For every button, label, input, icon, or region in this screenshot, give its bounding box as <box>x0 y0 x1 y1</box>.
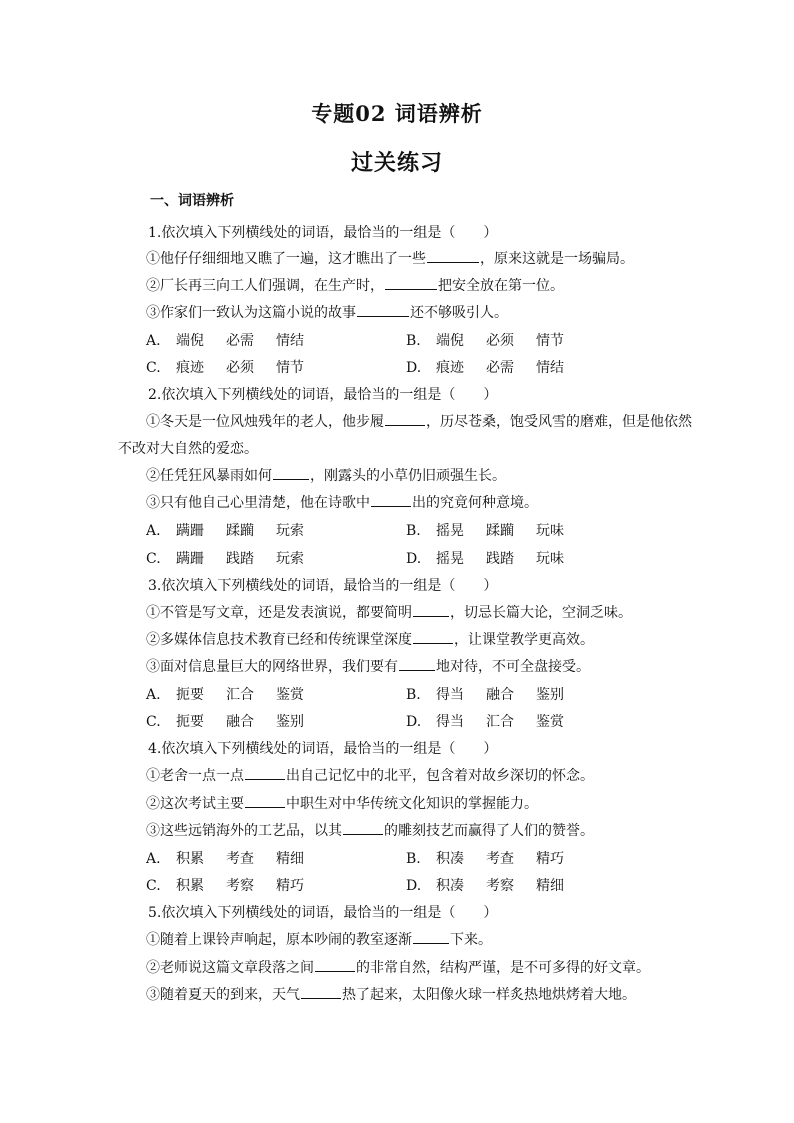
q2-sentence-1-cont: 不改对大自然的爱恋。 <box>118 441 258 457</box>
q2-option-d: D. 摇晃 践踏 玩味 <box>406 551 564 567</box>
blank <box>357 302 409 317</box>
question-5-stem: 5.依次填入下列横线处的词语，最恰当的一组是（ ） <box>148 905 498 921</box>
q2-sentence-3: ③只有他自己心里清楚，他在诗歌中 出的究竟何种意境。 <box>146 492 538 512</box>
q3-sentence-3: ③面对信息量巨大的网络世界，我们要有 地对待，不可全盘接受。 <box>146 656 590 676</box>
blank <box>301 984 341 999</box>
page-title: 专题02 词语辨析 <box>311 101 483 126</box>
q1-sentence-1: ①他仔仔细细地又瞧了一遍，这才瞧出了一些 ，原来这就是一场骗局。 <box>146 248 634 268</box>
blank <box>273 465 309 480</box>
q4-sentence-3: ③这些远销海外的工艺品，以其 的雕刻技艺而赢得了人们的赞誉。 <box>146 820 594 840</box>
q5-sentence-1: ①随着上课铃声响起，原本吵闹的教室逐渐 下来。 <box>146 929 492 949</box>
q1-option-c: C. 痕迹 必须 情节 <box>146 360 304 376</box>
page-subtitle: 过关练习 <box>350 150 443 176</box>
blank <box>315 957 355 972</box>
blank <box>385 275 437 290</box>
q2-sentence-1: ①冬天是一位风烛残年的老人，他步履 ，历尽苍桑，饱受风雪的磨难，但是他依然 <box>146 411 692 431</box>
blank <box>413 629 453 644</box>
blank <box>413 929 449 944</box>
blank <box>245 765 285 780</box>
q1-sentence-3: ③作家们一致认为这篇小说的故事 还不够吸引人。 <box>146 302 508 322</box>
q3-sentence-2: ②多媒体信息技术教育已经和传统课堂深度 ，让课堂教学更高效。 <box>146 629 594 649</box>
q4-sentence-2: ②这次考试主要 中职生对中华传统文化知识的掌握能力。 <box>146 793 538 813</box>
blank <box>413 602 449 617</box>
q2-sentence-2: ②任凭狂风暴雨如何 ，刚露头的小草仍旧顽强生长。 <box>146 465 506 485</box>
q3-option-a: A. 扼要 汇合 鉴赏 <box>146 687 304 703</box>
q1-option-b: B. 端倪 必须 情节 <box>406 333 564 349</box>
q2-option-b: B. 摇晃 蹂躏 玩味 <box>406 523 564 539</box>
q5-sentence-3: ③随着夏天的到来，天气 热了起来，太阳像火球一样炙热地烘烤着大地。 <box>146 984 636 1004</box>
q4-option-c: C. 积累 考察 精巧 <box>146 878 304 894</box>
blank <box>427 248 479 263</box>
q3-sentence-1: ①不管是写文章，还是发表演说，都要简明 ，切忌长篇大论，空洞乏味。 <box>146 602 632 622</box>
blank <box>245 793 285 808</box>
q1-option-a: A. 端倪 必需 情结 <box>146 333 304 349</box>
q1-sentence-2: ②厂长再三向工人们强调，在生产时， 把安全放在第一位。 <box>146 275 564 295</box>
q5-sentence-2: ②老师说这篇文章段落之间 的非常自然，结构严谨，是不可多得的好文章。 <box>146 957 650 977</box>
blank <box>399 656 435 671</box>
blank <box>371 492 411 507</box>
section-heading: 一、词语辨析 <box>150 193 234 209</box>
blank <box>385 411 425 426</box>
q3-option-d: D. 得当 汇合 鉴赏 <box>406 714 564 730</box>
blank <box>343 820 383 835</box>
q4-option-a: A. 积累 考查 精细 <box>146 851 304 867</box>
q4-sentence-1: ①老舍一点一点 出自己记忆中的北平，包含着对故乡深切的怀念。 <box>146 765 594 785</box>
q1-option-d: D. 痕迹 必需 情结 <box>406 360 564 376</box>
q2-option-c: C. 蹒跚 践踏 玩索 <box>146 551 304 567</box>
question-2-stem: 2.依次填入下列横线处的词语，最恰当的一组是（ ） <box>148 387 498 403</box>
question-3-stem: 3.依次填入下列横线处的词语，最恰当的一组是（ ） <box>148 578 498 594</box>
q4-option-b: B. 积凑 考查 精巧 <box>406 851 564 867</box>
q3-option-b: B. 得当 融合 鉴别 <box>406 687 564 703</box>
question-4-stem: 4.依次填入下列横线处的词语，最恰当的一组是（ ） <box>148 741 498 757</box>
q4-option-d: D. 积凑 考察 精细 <box>406 878 564 894</box>
question-1-stem: 1.依次填入下列横线处的词语，最恰当的一组是（ ） <box>148 225 498 241</box>
q3-option-c: C. 扼要 融合 鉴别 <box>146 714 304 730</box>
q2-option-a: A. 蹒跚 蹂躏 玩索 <box>146 523 304 539</box>
